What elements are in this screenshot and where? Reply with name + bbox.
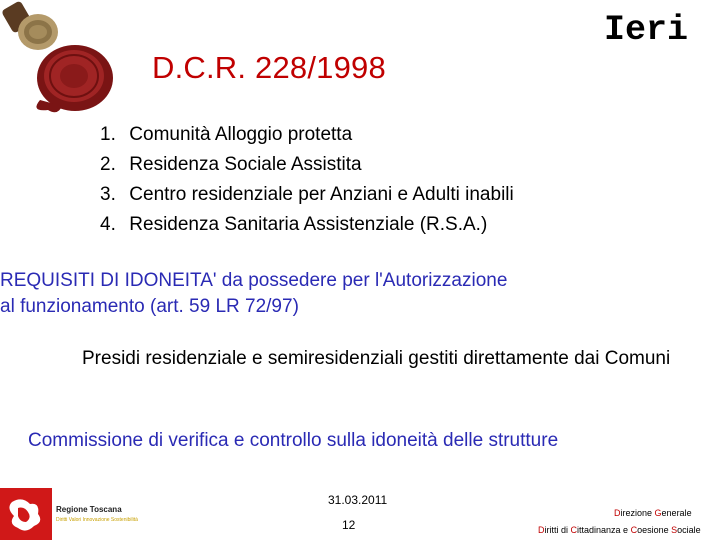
list-item: 4. Residenza Sanitaria Assistenziale (R.S.A.) — [100, 214, 488, 235]
slide-date: 31.03.2011 — [328, 493, 388, 507]
seal-stamp — [1, 0, 58, 50]
requirements-text: REQUISITI DI IDONEITA' da possedere per l'Autorizzazione al funzionamento (art. 59 LR 72/97) — [0, 270, 508, 317]
diritti-cittadinanza-label: Diritti di Cittadinanza e Coesione Sociale — [538, 525, 701, 535]
list-item: 2. Residenza Sociale Assistita — [100, 154, 362, 175]
seal-wax — [36, 45, 113, 112]
presidi-text: Presidi residenziale e semiresidenziali gestiti direttamente dai Comuni — [82, 348, 671, 369]
commissione-text: Commissione di verifica e controllo sulla idoneità delle strutture — [28, 430, 559, 451]
wax-seal-image — [0, 0, 150, 120]
page-title: D.C.R. 228/1998 — [152, 50, 386, 85]
region-name: Regione Toscana — [56, 505, 122, 514]
period-label: Ieri — [604, 10, 689, 50]
list-item: 3. Centro residenziale per Anziani e Adulti inabili — [100, 184, 514, 205]
page-number: 12 — [342, 518, 356, 532]
direzione-generale-label: Direzione Generale — [614, 508, 692, 518]
structures-list — [100, 120, 514, 240]
region-tagline: Diritti Valori Innovazione Sostenibilità — [56, 517, 138, 523]
list-item: 1. Comunità Alloggio protetta — [100, 124, 353, 145]
regione-toscana-logo — [0, 488, 52, 540]
